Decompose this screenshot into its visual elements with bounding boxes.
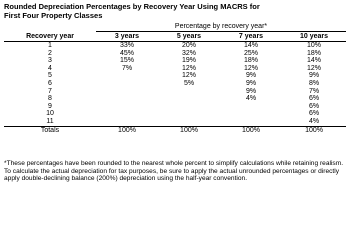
pct-cell: 18% bbox=[307, 49, 322, 57]
pct-cell bbox=[158, 118, 220, 126]
table-row bbox=[4, 95, 346, 103]
macrs-table bbox=[4, 23, 346, 135]
pct-cell bbox=[220, 103, 282, 111]
pct-cell: 9% bbox=[245, 72, 257, 80]
pct-cell: 18% bbox=[243, 57, 258, 65]
table-title-line-1: Rounded Depreciation Percentages by Recovery Year Using MACRS for bbox=[4, 2, 260, 11]
pct-cell: 7% bbox=[308, 87, 320, 95]
pct-cell bbox=[96, 88, 158, 96]
pct-cell: 9% bbox=[245, 87, 257, 95]
pct-cell: 6% bbox=[308, 95, 320, 103]
recovery-year-cell: 2 bbox=[48, 49, 52, 57]
pct-cell bbox=[158, 110, 220, 118]
column-header-10-years: 10 years bbox=[282, 32, 346, 42]
group-header-spacer bbox=[4, 23, 96, 32]
recovery-year-cell: 11 bbox=[46, 117, 54, 125]
table-row bbox=[4, 57, 346, 65]
pct-cell: 14% bbox=[243, 42, 258, 49]
table-body bbox=[4, 42, 346, 135]
total-cell: 100% bbox=[158, 126, 220, 135]
pct-cell bbox=[158, 95, 220, 103]
pct-cell: 9% bbox=[308, 72, 320, 80]
pct-cell: 5% bbox=[183, 79, 195, 87]
pct-cell: 12% bbox=[181, 64, 196, 72]
totals-row bbox=[4, 126, 346, 135]
totals-label: Totals bbox=[4, 126, 96, 135]
footnote: *These percentages have been rounded to the nearest whole percent to simplify calculations while retaining realism. To calculate the actual depreciation for tax purposes, be sure to apply the actual unrounded percentages or directly apply double-declining balance (200%) depreciation using the half-year convention. bbox=[4, 160, 344, 183]
pct-cell: 19% bbox=[181, 57, 196, 65]
recovery-year-cell: 10 bbox=[46, 110, 54, 118]
total-cell: 100% bbox=[96, 126, 158, 135]
table-row bbox=[4, 103, 346, 111]
pct-cell bbox=[96, 95, 158, 103]
pct-cell: 4% bbox=[245, 95, 257, 103]
pct-cell bbox=[96, 80, 158, 88]
table-row bbox=[4, 118, 346, 126]
table-row bbox=[4, 42, 346, 50]
pct-cell: 6% bbox=[308, 110, 320, 118]
column-header-5-years: 5 years bbox=[158, 32, 220, 42]
pct-cell bbox=[96, 72, 158, 80]
pct-cell: 6% bbox=[308, 102, 320, 110]
pct-cell: 12% bbox=[307, 64, 322, 72]
table-row bbox=[4, 88, 346, 96]
table-title bbox=[4, 2, 346, 20]
total-cell: 100% bbox=[220, 126, 282, 135]
table-row bbox=[4, 72, 346, 80]
table-row bbox=[4, 110, 346, 118]
pct-cell bbox=[158, 88, 220, 96]
pct-cell: 45% bbox=[119, 49, 134, 57]
table-row bbox=[4, 80, 346, 88]
pct-cell: 12% bbox=[243, 64, 258, 72]
pct-cell bbox=[96, 103, 158, 111]
pct-cell bbox=[220, 118, 282, 126]
column-header-3-years: 3 years bbox=[96, 32, 158, 42]
pct-cell: 9% bbox=[245, 79, 257, 87]
column-header-7-years: 7 years bbox=[220, 32, 282, 42]
recovery-year-cell: 3 bbox=[48, 57, 52, 65]
pct-cell: 7% bbox=[121, 64, 133, 72]
pct-cell bbox=[220, 110, 282, 118]
pct-cell: 4% bbox=[308, 117, 320, 125]
table-row bbox=[4, 50, 346, 58]
pct-cell: 32% bbox=[181, 49, 196, 57]
pct-cell bbox=[158, 103, 220, 111]
pct-cell: 8% bbox=[308, 79, 320, 87]
group-header: Percentage by recovery year* bbox=[96, 23, 346, 32]
recovery-year-cell: 5 bbox=[48, 72, 52, 80]
table-title-line-2: First Four Property Classes bbox=[4, 11, 103, 20]
total-cell: 100% bbox=[282, 126, 346, 135]
recovery-year-cell: 1 bbox=[48, 42, 52, 49]
recovery-year-cell: 9 bbox=[48, 102, 52, 110]
table-row bbox=[4, 65, 346, 73]
pct-cell: 12% bbox=[181, 72, 196, 80]
recovery-year-cell: 4 bbox=[48, 64, 52, 72]
column-header-recovery-year: Recovery year bbox=[4, 32, 96, 42]
group-header-row bbox=[4, 23, 346, 32]
pct-cell: 33% bbox=[119, 42, 134, 49]
pct-cell: 14% bbox=[307, 57, 322, 65]
pct-cell: 15% bbox=[119, 57, 134, 65]
pct-cell: 20% bbox=[181, 42, 196, 49]
pct-cell bbox=[96, 118, 158, 126]
pct-cell: 25% bbox=[243, 49, 258, 57]
pct-cell: 10% bbox=[307, 42, 322, 49]
recovery-year-cell: 7 bbox=[48, 87, 52, 95]
pct-cell bbox=[96, 110, 158, 118]
recovery-year-cell: 8 bbox=[48, 95, 52, 103]
recovery-year-cell: 6 bbox=[48, 79, 52, 87]
column-header-row bbox=[4, 32, 346, 42]
